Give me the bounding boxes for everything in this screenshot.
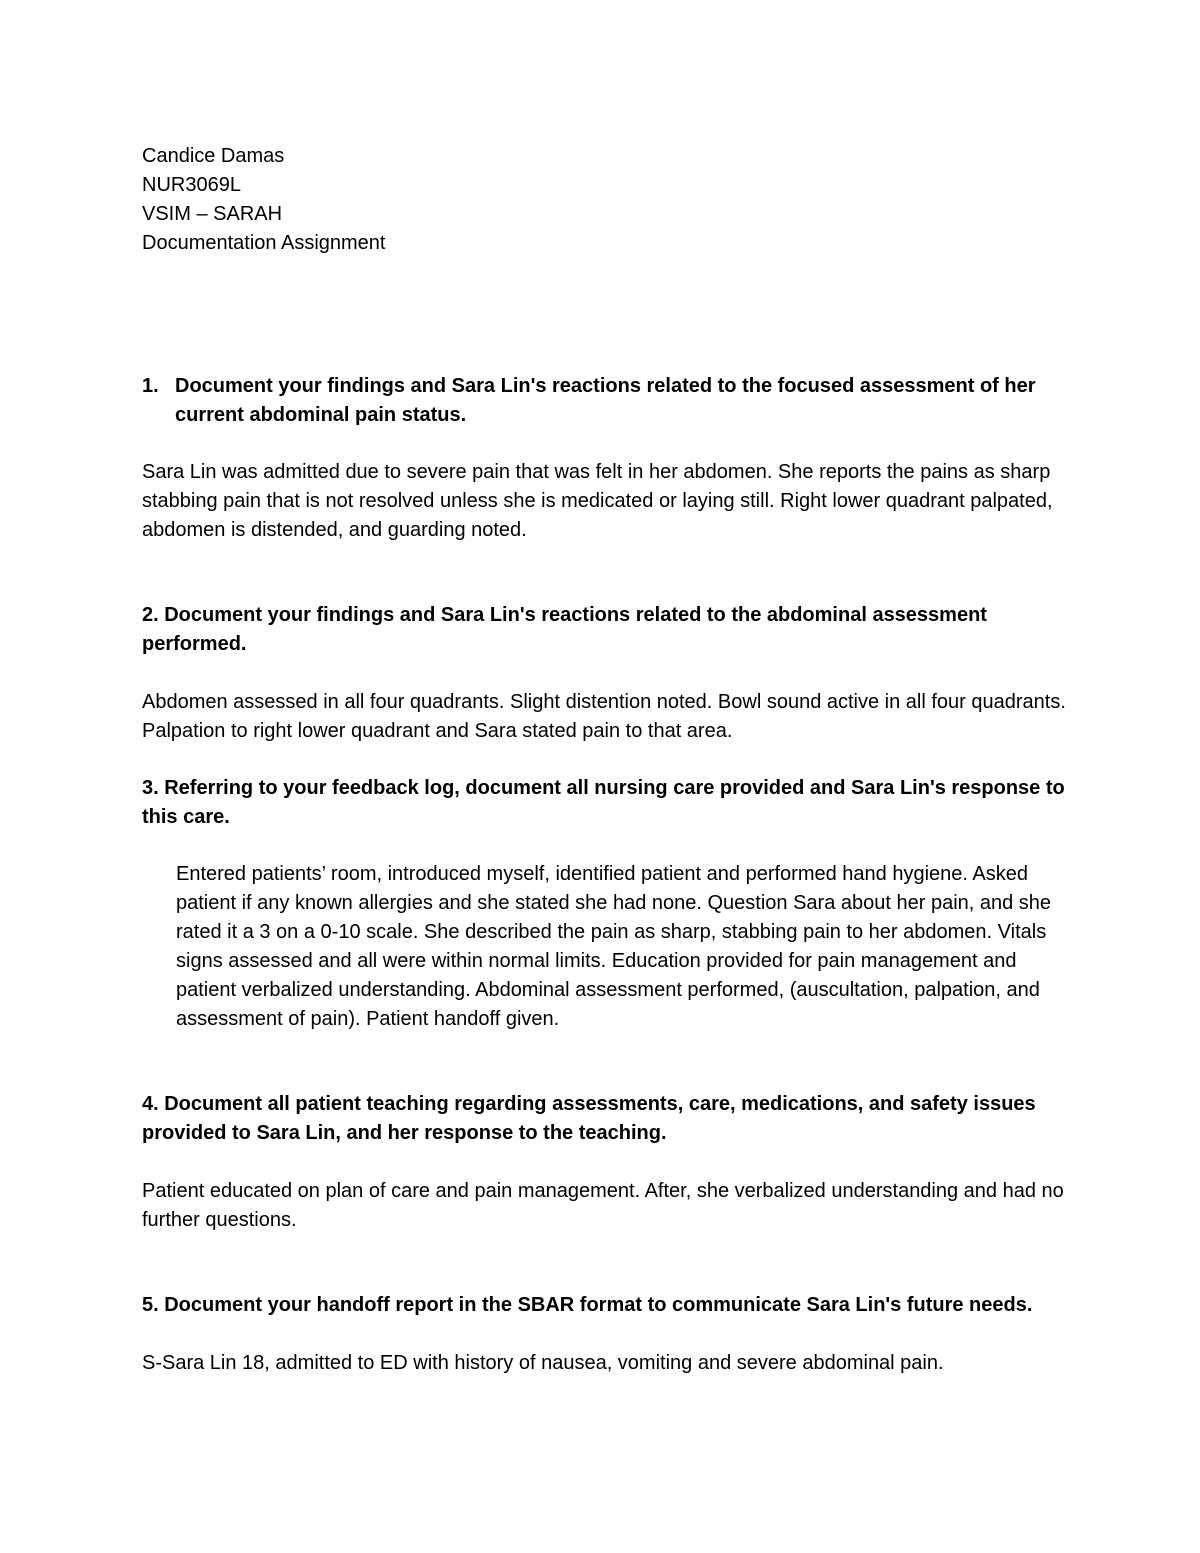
question-1-text: Document your findings and Sara Lin's reactions related to the focused assessment of her current abdominal pain status. [175, 375, 1036, 426]
question-1 [142, 372, 1067, 430]
section-3 [142, 774, 1067, 832]
question-2: 2. Document your findings and Sara Lin's reactions related to the abdominal assessment performed. [142, 604, 987, 655]
answer-5: S-Sara Lin 18, admitted to ED with history of nausea, vomiting and severe abdominal pain. [142, 1352, 944, 1374]
document-header [142, 142, 742, 258]
question-1-number: 1. [142, 375, 159, 397]
answer-4: Patient educated on plan of care and pain management. After, she verbalized understanding and had no further questions. [142, 1180, 1064, 1231]
answer-1-block [142, 458, 1067, 545]
answer-4-block [142, 1177, 1067, 1235]
section-5 [142, 1291, 1067, 1320]
section-4 [142, 1090, 1067, 1148]
student-name: Candice Damas [142, 145, 285, 167]
answer-2: Abdomen assessed in all four quadrants. Slight distention noted. Bowl sound active in all four quadrants. Palpation to right lower quadrant and Sara stated pain to that area. [142, 691, 1066, 742]
course-code: NUR3069L [142, 174, 241, 196]
question-5: 5. Document your handoff report in the SBAR format to communicate Sara Lin's future needs. [142, 1294, 1033, 1316]
answer-5-block [142, 1349, 1067, 1378]
question-3: 3. Referring to your feedback log, document all nursing care provided and Sara Lin's response to this care. [142, 777, 1065, 828]
answer-2-block [142, 688, 1067, 746]
answer-3-block [142, 860, 1067, 1034]
question-4: 4. Document all patient teaching regarding assessments, care, medications, and safety issues provided to Sara Lin, and her response to the teaching. [142, 1093, 1036, 1144]
section-2 [142, 601, 1067, 659]
simulation-title: VSIM – SARAH [142, 203, 283, 225]
section-1 [142, 372, 1067, 430]
assignment-title: Documentation Assignment [142, 232, 386, 254]
answer-1: Sara Lin was admitted due to severe pain that was felt in her abdomen. She reports the pains as sharp stabbing pain that is not resolved unless she is medicated or laying still. Right lower quadrant palpated, abdomen is distended, and guarding noted. [142, 461, 1053, 541]
answer-3: Entered patients’ room, introduced myself, identified patient and performed hand hygiene. Asked patient if any known allergies and she stated she had none. Question Sara about her pain, and she rated it a 3 on a 0-10 scale. She described the pain as sharp, stabbing pain to her abdomen. Vitals signs assessed and all were within normal limits. Education provided for pain management and patient verbalized understanding. Abdominal assessment performed, (auscultation, palpation, and assessment of pain). Patient handoff given. [176, 863, 1052, 1030]
